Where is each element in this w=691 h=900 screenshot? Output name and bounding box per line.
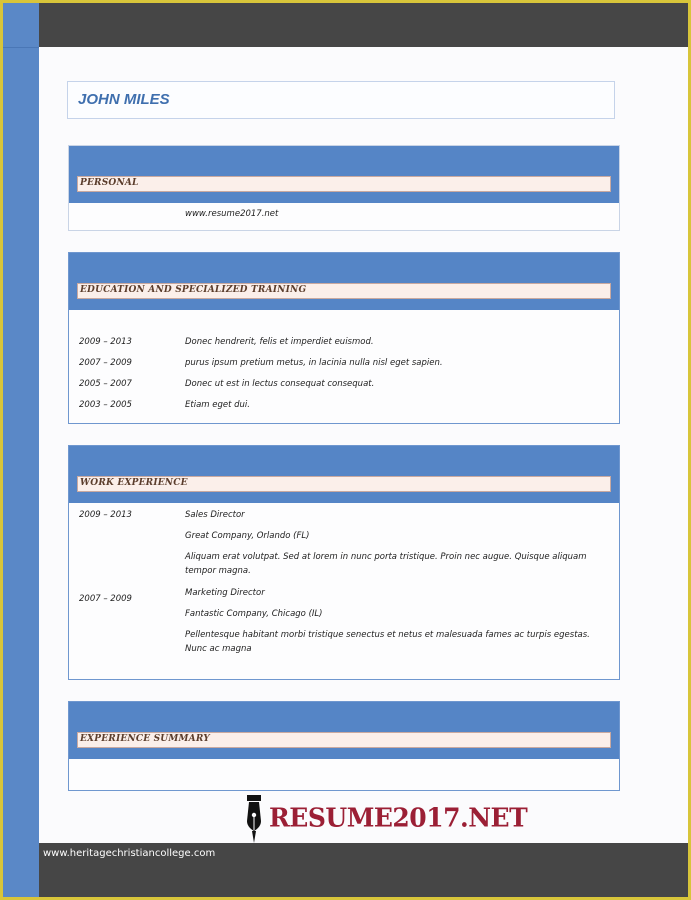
section-education — [68, 252, 620, 424]
section-title: EDUCATION AND SPECIALIZED TRAINING — [80, 285, 307, 295]
top-bar — [39, 3, 688, 47]
education-years: 2003 – 2005 — [79, 400, 132, 410]
section-title: PERSONAL — [80, 178, 139, 188]
section-title-bar — [77, 476, 611, 492]
left-strip-cap — [3, 3, 39, 48]
logo-text: RESUME2017.NET — [269, 802, 528, 833]
education-text: purus ipsum pretium metus, in lacinia nulla nisl eget sapien. — [185, 358, 443, 368]
job-years: 2007 – 2009 — [79, 594, 132, 604]
resume-logo — [241, 793, 528, 845]
education-text: Donec ut est in lectus consequat consequat. — [185, 379, 375, 389]
education-years: 2007 – 2009 — [79, 358, 132, 368]
website-link[interactable]: www.resume2017.net — [185, 209, 279, 219]
section-title-bar — [77, 732, 611, 748]
job-years: 2009 – 2013 — [79, 510, 132, 520]
fountain-pen-icon — [243, 793, 265, 845]
section-summary — [68, 701, 620, 791]
section-header — [69, 253, 619, 310]
resume-name: JOHN MILES — [78, 91, 170, 108]
section-header — [69, 446, 619, 503]
job-role: Sales Director — [185, 510, 245, 520]
section-header — [69, 702, 619, 759]
name-header — [67, 81, 615, 119]
section-title-bar — [77, 283, 611, 299]
education-text: Etiam eget dui. — [185, 400, 250, 410]
section-work — [68, 445, 620, 680]
education-years: 2005 – 2007 — [79, 379, 132, 389]
job-company: Fantastic Company, Chicago (IL) — [185, 609, 323, 619]
education-years: 2009 – 2013 — [79, 337, 132, 347]
section-title-bar — [77, 176, 611, 192]
job-description: Pellentesque habitant morbi tristique senectus et netus et malesuada fames ac turpis egestas. Nunc ac magna — [185, 630, 590, 654]
job-company: Great Company, Orlando (FL) — [185, 531, 310, 541]
section-title: WORK EXPERIENCE — [80, 478, 188, 488]
section-title: EXPERIENCE SUMMARY — [80, 734, 210, 744]
job-description: Aliquam erat volutpat. Sed at lorem in nunc porta tristique. Proin nec augue. Quisque aliquam tempor magna. — [185, 552, 587, 576]
footer-url[interactable]: www.heritagechristiancollege.com — [43, 848, 216, 859]
section-personal — [68, 145, 620, 231]
left-accent-strip — [3, 3, 39, 897]
job-role: Marketing Director — [185, 588, 265, 598]
education-text: Donec hendrerit, felis et imperdiet euismod. — [185, 337, 374, 347]
section-header — [69, 146, 619, 203]
